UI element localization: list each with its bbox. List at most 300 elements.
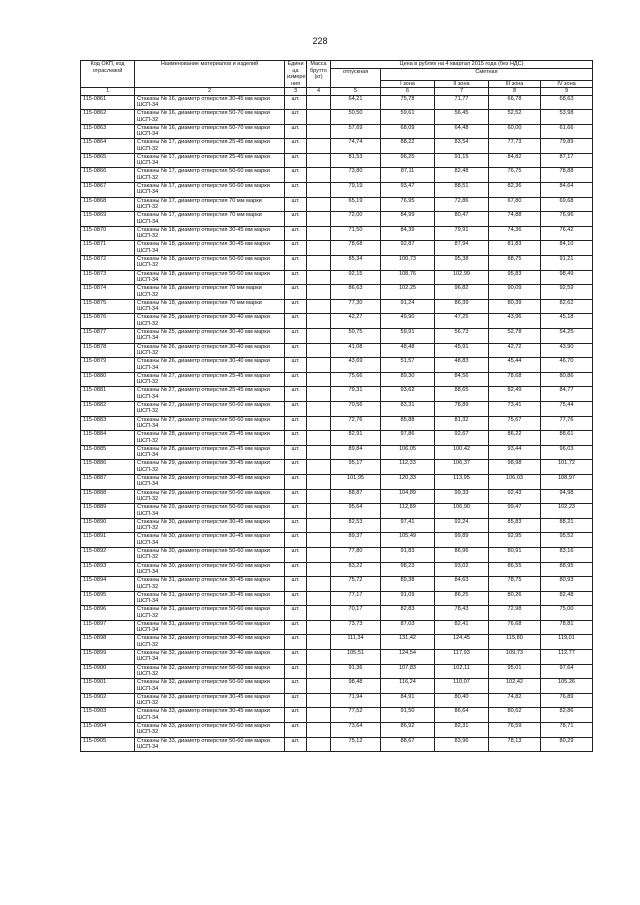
price-zone-3: 88,75 <box>489 256 541 271</box>
table-row <box>81 124 593 139</box>
item-code: 115-0881 <box>81 387 135 402</box>
item-mass <box>307 212 331 227</box>
price-zone-3: 78,68 <box>489 372 541 387</box>
price-zone-2: 86,64 <box>435 708 489 723</box>
price-release: 50,75 <box>331 329 381 344</box>
price-zone-2: 113,95 <box>435 474 489 489</box>
item-name: Стаканы № 17, диаметр отверстия 50-60 мм марки ШСП-34 <box>135 183 285 198</box>
price-zone-2: 102,99 <box>435 270 489 285</box>
item-mass <box>307 474 331 489</box>
price-zone-3: 74,82 <box>489 693 541 708</box>
price-zone-3: 95,83 <box>489 270 541 285</box>
item-code: 115-0885 <box>81 445 135 460</box>
price-zone-3: 74,36 <box>489 226 541 241</box>
item-unit: шт. <box>285 416 307 431</box>
item-mass <box>307 110 331 125</box>
price-zone-2: 78,43 <box>435 606 489 621</box>
item-name: Стаканы № 25, диаметр отверстия 30-40 мм марки ШСП-34 <box>135 329 285 344</box>
item-name: Стаканы № 27, диаметр отверстия 50-60 мм марки ШСП-34 <box>135 416 285 431</box>
price-zone-1: 98,23 <box>381 562 435 577</box>
item-name: Стаканы № 18, диаметр отверстия 30-45 мм марки ШСП-34 <box>135 241 285 256</box>
price-zone-1: 87,03 <box>381 620 435 635</box>
item-name: Стаканы № 16, диаметр отверстия 50-70 мм марки ШСП-34 <box>135 124 285 139</box>
price-zone-4: 76,42 <box>541 226 593 241</box>
price-release: 72,76 <box>331 416 381 431</box>
column-number: 1 <box>81 88 135 96</box>
item-unit: шт. <box>285 343 307 358</box>
item-name: Стаканы № 26, диаметр отверстия 30-40 мм марки ШСП-34 <box>135 358 285 373</box>
item-name: Стаканы № 31, диаметр отверстия 30-45 мм марки ШСП-34 <box>135 591 285 606</box>
item-unit: шт. <box>285 474 307 489</box>
price-zone-3: 95,01 <box>489 664 541 679</box>
price-release: 73,80 <box>331 168 381 183</box>
item-mass <box>307 401 331 416</box>
price-zone-4: 112,77 <box>541 650 593 665</box>
item-code: 115-0887 <box>81 474 135 489</box>
item-name: Стаканы № 18, диаметр отверстия 50-60 мм марки ШСП-34 <box>135 270 285 285</box>
item-code: 115-0892 <box>81 547 135 562</box>
item-mass <box>307 226 331 241</box>
price-release: 79,19 <box>331 183 381 198</box>
header-unit: Едини ца измере ния <box>285 61 307 88</box>
table-row <box>81 737 593 752</box>
price-release: 82,91 <box>331 431 381 446</box>
price-release: 98,48 <box>331 679 381 694</box>
item-unit: шт. <box>285 635 307 650</box>
table-row <box>81 95 593 110</box>
item-name: Стаканы № 16, диаметр отверстия 30-45 мм марки ШСП-34 <box>135 95 285 110</box>
price-release: 89,37 <box>331 533 381 548</box>
price-release: 73,73 <box>331 620 381 635</box>
item-name: Стаканы № 27, диаметр отверстия 25-45 мм марки ШСП-34 <box>135 387 285 402</box>
item-unit: шт. <box>285 679 307 694</box>
item-code: 115-0904 <box>81 723 135 738</box>
price-zone-4: 82,48 <box>541 591 593 606</box>
price-zone-1: 89,38 <box>381 577 435 592</box>
item-name: Стаканы № 17, диаметр отверстия 70 мм марки ШСП-34 <box>135 212 285 227</box>
item-mass <box>307 489 331 504</box>
price-zone-2: 86,25 <box>435 591 489 606</box>
item-unit: шт. <box>285 577 307 592</box>
item-code: 115-0891 <box>81 533 135 548</box>
price-zone-4: 102,23 <box>541 504 593 519</box>
item-unit: шт. <box>285 460 307 475</box>
price-zone-4: 87,17 <box>541 153 593 168</box>
price-zone-2: 99,89 <box>435 533 489 548</box>
price-zone-3: 86,22 <box>489 431 541 446</box>
price-release: 77,52 <box>331 708 381 723</box>
header-price-title: Цена в рублях на 4 квартал 2015 года (без НДС) <box>331 61 593 69</box>
price-zone-1: 76,95 <box>381 197 435 212</box>
price-zone-2: 72,86 <box>435 197 489 212</box>
price-zone-4: 82,62 <box>541 299 593 314</box>
item-unit: шт. <box>285 329 307 344</box>
price-zone-4: 61,66 <box>541 124 593 139</box>
price-zone-3: 86,55 <box>489 562 541 577</box>
price-zone-3: 92,43 <box>489 489 541 504</box>
item-unit: шт. <box>285 431 307 446</box>
item-name: Стаканы № 33, диаметр отверстия 30-45 мм марки ШСП-32 <box>135 693 285 708</box>
price-zone-2: 45,91 <box>435 343 489 358</box>
price-zone-4: 78,88 <box>541 168 593 183</box>
item-code: 115-0886 <box>81 460 135 475</box>
price-release: 105,51 <box>331 650 381 665</box>
column-number: 5 <box>331 88 381 96</box>
price-zone-4: 105,26 <box>541 679 593 694</box>
item-code: 115-0898 <box>81 635 135 650</box>
price-zone-1: 88,67 <box>381 737 435 752</box>
item-code: 115-0888 <box>81 489 135 504</box>
item-code: 115-0869 <box>81 212 135 227</box>
item-code: 115-0903 <box>81 708 135 723</box>
header-mass: Масса брутто (кг) <box>307 61 331 88</box>
price-zone-2: 56,45 <box>435 110 489 125</box>
item-code: 115-0868 <box>81 197 135 212</box>
price-zone-1: 97,86 <box>381 431 435 446</box>
item-code: 115-0897 <box>81 620 135 635</box>
item-name: Стаканы № 28, диаметр отверстия 25-45 мм марки ШСП-32 <box>135 431 285 446</box>
item-unit: шт. <box>285 241 307 256</box>
price-zone-1: 87,11 <box>381 168 435 183</box>
price-zone-1: 88,22 <box>381 139 435 154</box>
item-unit: шт. <box>285 708 307 723</box>
price-zone-1: 91,50 <box>381 708 435 723</box>
price-zone-4: 88,21 <box>541 518 593 533</box>
item-unit: шт. <box>285 693 307 708</box>
item-name: Стаканы № 26, диаметр отверстия 30-40 мм марки ШСП-32 <box>135 343 285 358</box>
price-zone-1: 100,73 <box>381 256 435 271</box>
item-name: Стаканы № 29, диаметр отверстия 50-60 мм марки ШСП-32 <box>135 489 285 504</box>
price-zone-2: 88,51 <box>435 183 489 198</box>
item-code: 115-0901 <box>81 679 135 694</box>
price-zone-3: 80,39 <box>489 299 541 314</box>
price-zone-2: 106,37 <box>435 460 489 475</box>
price-release: 71,50 <box>331 226 381 241</box>
item-name: Стаканы № 29, диаметр отверстия 30-45 мм марки ШСП-32 <box>135 460 285 475</box>
price-zone-1: 91,83 <box>381 547 435 562</box>
table-row <box>81 285 593 300</box>
price-release: 101,95 <box>331 474 381 489</box>
price-zone-4: 94,98 <box>541 489 593 504</box>
item-mass <box>307 285 331 300</box>
table-row <box>81 591 593 606</box>
price-zone-2: 92,67 <box>435 431 489 446</box>
item-mass <box>307 139 331 154</box>
price-zone-4: 76,89 <box>541 693 593 708</box>
item-mass <box>307 460 331 475</box>
item-unit: шт. <box>285 489 307 504</box>
item-name: Стаканы № 33, диаметр отверстия 30-45 мм марки ШСП-34 <box>135 708 285 723</box>
table-row <box>81 562 593 577</box>
price-zone-2: 93,02 <box>435 562 489 577</box>
item-code: 115-0894 <box>81 577 135 592</box>
item-code: 115-0879 <box>81 358 135 373</box>
price-zone-2: 110,07 <box>435 679 489 694</box>
table-row <box>81 533 593 548</box>
item-name: Стаканы № 31, диаметр отверстия 50-60 мм марки ШСП-32 <box>135 606 285 621</box>
table-row <box>81 270 593 285</box>
price-zone-1: 91,09 <box>381 591 435 606</box>
price-zone-1: 116,24 <box>381 679 435 694</box>
price-zone-4: 45,18 <box>541 314 593 329</box>
price-release: 95,64 <box>331 504 381 519</box>
price-zone-2: 100,42 <box>435 445 489 460</box>
item-name: Стаканы № 30, диаметр отверстия 30-45 мм марки ШСП-34 <box>135 533 285 548</box>
item-mass <box>307 650 331 665</box>
price-zone-3: 81,83 <box>489 241 541 256</box>
price-zone-4: 80,29 <box>541 737 593 752</box>
item-mass <box>307 723 331 738</box>
price-zone-3: 74,88 <box>489 212 541 227</box>
price-release: 77,17 <box>331 591 381 606</box>
price-zone-2: 86,96 <box>435 547 489 562</box>
price-release: 50,50 <box>331 110 381 125</box>
item-unit: шт. <box>285 518 307 533</box>
column-number-row <box>81 88 593 96</box>
item-unit: шт. <box>285 256 307 271</box>
column-number: 9 <box>541 88 593 96</box>
price-zone-2: 84,63 <box>435 577 489 592</box>
price-zone-4: 69,68 <box>541 197 593 212</box>
item-code: 115-0893 <box>81 562 135 577</box>
price-zone-1: 108,76 <box>381 270 435 285</box>
item-code: 115-0905 <box>81 737 135 752</box>
price-release: 75,66 <box>331 372 381 387</box>
price-zone-1: 84,99 <box>381 212 435 227</box>
item-name: Стаканы № 28, диаметр отверстия 25-45 мм марки ШСП-34 <box>135 445 285 460</box>
item-mass <box>307 577 331 592</box>
price-zone-3: 52,52 <box>489 110 541 125</box>
price-zone-2: 124,45 <box>435 635 489 650</box>
table-row <box>81 577 593 592</box>
table-row <box>81 460 593 475</box>
price-zone-3: 85,83 <box>489 518 541 533</box>
price-zone-1: 84,39 <box>381 226 435 241</box>
price-zone-1: 131,42 <box>381 635 435 650</box>
item-name: Стаканы № 29, диаметр отверстия 30-45 мм марки ШСП-34 <box>135 474 285 489</box>
header-estimate-price: Сметная <box>381 68 593 80</box>
price-zone-3: 109,73 <box>489 650 541 665</box>
item-code: 115-0873 <box>81 270 135 285</box>
price-zone-2: 117,93 <box>435 650 489 665</box>
price-zone-4: 78,71 <box>541 723 593 738</box>
price-zone-3: 75,67 <box>489 416 541 431</box>
price-zone-3: 82,49 <box>489 387 541 402</box>
item-code: 115-0895 <box>81 591 135 606</box>
item-unit: шт. <box>285 737 307 752</box>
price-zone-4: 84,77 <box>541 387 593 402</box>
price-release: 65,19 <box>331 197 381 212</box>
header-release-price: отпускная <box>331 68 381 88</box>
price-zone-3: 102,42 <box>489 679 541 694</box>
price-release: 82,53 <box>331 518 381 533</box>
item-code: 115-0902 <box>81 693 135 708</box>
price-zone-3: 80,26 <box>489 591 541 606</box>
item-mass <box>307 606 331 621</box>
item-name: Стаканы № 31, диаметр отверстия 30-45 мм марки ШСП-32 <box>135 577 285 592</box>
item-code: 115-0872 <box>81 256 135 271</box>
item-code: 115-0890 <box>81 518 135 533</box>
table-row <box>81 708 593 723</box>
table-body <box>81 95 593 752</box>
table-row <box>81 256 593 271</box>
price-zone-3: 43,96 <box>489 314 541 329</box>
item-mass <box>307 197 331 212</box>
item-code: 115-0861 <box>81 95 135 110</box>
price-zone-1: 86,92 <box>381 723 435 738</box>
item-name: Стаканы № 27, диаметр отверстия 50-60 мм марки ШСП-32 <box>135 401 285 416</box>
price-zone-4: 97,64 <box>541 664 593 679</box>
item-code: 115-0867 <box>81 183 135 198</box>
table-row <box>81 723 593 738</box>
price-zone-4: 78,81 <box>541 620 593 635</box>
price-zone-2: 83,54 <box>435 139 489 154</box>
item-name: Стаканы № 17, диаметр отверстия 25-45 мм марки ШСП-34 <box>135 153 285 168</box>
price-release: 43,69 <box>331 358 381 373</box>
item-unit: шт. <box>285 547 307 562</box>
price-zone-1: 85,88 <box>381 416 435 431</box>
price-zone-3: 73,41 <box>489 401 541 416</box>
price-zone-1: 102,25 <box>381 285 435 300</box>
item-name: Стаканы № 18, диаметр отверстия 30-45 мм марки ШСП-32 <box>135 226 285 241</box>
item-code: 115-0878 <box>81 343 135 358</box>
item-mass <box>307 708 331 723</box>
item-unit: шт. <box>285 606 307 621</box>
item-unit: шт. <box>285 183 307 198</box>
price-release: 57,69 <box>331 124 381 139</box>
price-release: 77,80 <box>331 547 381 562</box>
price-zone-1: 107,83 <box>381 664 435 679</box>
table-row <box>81 226 593 241</box>
item-unit: шт. <box>285 650 307 665</box>
price-zone-4: 88,61 <box>541 431 593 446</box>
price-zone-3: 60,00 <box>489 124 541 139</box>
item-mass <box>307 372 331 387</box>
price-zone-2: 99,33 <box>435 489 489 504</box>
table-row <box>81 445 593 460</box>
price-zone-2: 86,39 <box>435 299 489 314</box>
price-zone-1: 51,57 <box>381 358 435 373</box>
price-release: 83,22 <box>331 562 381 577</box>
item-mass <box>307 314 331 329</box>
price-zone-4: 53,98 <box>541 110 593 125</box>
price-zone-2: 71,77 <box>435 95 489 110</box>
item-code: 115-0866 <box>81 168 135 183</box>
item-mass <box>307 431 331 446</box>
price-zone-3: 90,09 <box>489 285 541 300</box>
price-release: 95,17 <box>331 460 381 475</box>
price-zone-4: 75,44 <box>541 401 593 416</box>
price-zone-1: 91,24 <box>381 299 435 314</box>
price-zone-1: 82,83 <box>381 606 435 621</box>
price-zone-4: 77,76 <box>541 416 593 431</box>
price-zone-1: 59,61 <box>381 110 435 125</box>
item-mass <box>307 387 331 402</box>
table-row <box>81 606 593 621</box>
item-code: 115-0862 <box>81 110 135 125</box>
item-mass <box>307 445 331 460</box>
price-zone-1: 112,89 <box>381 504 435 519</box>
item-unit: шт. <box>285 153 307 168</box>
item-unit: шт. <box>285 270 307 285</box>
table-row <box>81 416 593 431</box>
item-mass <box>307 343 331 358</box>
price-zone-2: 80,40 <box>435 693 489 708</box>
item-mass <box>307 635 331 650</box>
table-row <box>81 197 593 212</box>
item-mass <box>307 562 331 577</box>
price-zone-2: 47,25 <box>435 314 489 329</box>
item-name: Стаканы № 16, диаметр отверстия 50-70 мм марки ШСП-32 <box>135 110 285 125</box>
table-row <box>81 329 593 344</box>
item-unit: шт. <box>285 95 307 110</box>
price-release: 72,00 <box>331 212 381 227</box>
item-unit: шт. <box>285 562 307 577</box>
item-mass <box>307 737 331 752</box>
item-unit: шт. <box>285 124 307 139</box>
price-zone-4: 84,64 <box>541 183 593 198</box>
table-row <box>81 183 593 198</box>
price-release: 85,34 <box>331 256 381 271</box>
item-code: 115-0900 <box>81 664 135 679</box>
price-zone-2: 82,48 <box>435 168 489 183</box>
item-unit: шт. <box>285 139 307 154</box>
price-zone-2: 80,47 <box>435 212 489 227</box>
price-zone-1: 68,09 <box>381 124 435 139</box>
table-row <box>81 474 593 489</box>
item-name: Стаканы № 17, диаметр отверстия 50-60 мм марки ШСП-32 <box>135 168 285 183</box>
price-zone-1: 59,91 <box>381 329 435 344</box>
item-name: Стаканы № 25, диаметр отверстия 30-40 мм марки ШСП-32 <box>135 314 285 329</box>
table-row <box>81 299 593 314</box>
price-zone-4: 98,49 <box>541 270 593 285</box>
price-zone-4: 43,90 <box>541 343 593 358</box>
item-name: Стаканы № 17, диаметр отверстия 25-45 мм марки ШСП-32 <box>135 139 285 154</box>
table-row <box>81 620 593 635</box>
price-zone-4: 92,59 <box>541 285 593 300</box>
price-zone-3: 78,13 <box>489 737 541 752</box>
item-code: 115-0883 <box>81 416 135 431</box>
item-unit: шт. <box>285 168 307 183</box>
item-code: 115-0889 <box>81 504 135 519</box>
header-zone-2: II зона <box>435 80 489 88</box>
item-unit: шт. <box>285 212 307 227</box>
item-name: Стаканы № 33, диаметр отверстия 50-60 мм марки ШСП-32 <box>135 723 285 738</box>
item-mass <box>307 693 331 708</box>
price-zone-3: 45,44 <box>489 358 541 373</box>
table-row <box>81 504 593 519</box>
table-row <box>81 693 593 708</box>
item-name: Стаканы № 31, диаметр отверстия 50-60 мм марки ШСП-34 <box>135 620 285 635</box>
item-code: 115-0899 <box>81 650 135 665</box>
item-unit: шт. <box>285 504 307 519</box>
item-unit: шт. <box>285 110 307 125</box>
item-code: 115-0877 <box>81 329 135 344</box>
price-zone-2: 106,90 <box>435 504 489 519</box>
price-zone-1: 92,87 <box>381 241 435 256</box>
price-release: 74,74 <box>331 139 381 154</box>
table-row <box>81 110 593 125</box>
price-zone-1: 97,41 <box>381 518 435 533</box>
price-zone-2: 84,56 <box>435 372 489 387</box>
table-row <box>81 635 593 650</box>
header-name: Наименование материалов и изделий <box>135 61 285 88</box>
column-number: 3 <box>285 88 307 96</box>
item-mass <box>307 416 331 431</box>
price-zone-1: 96,25 <box>381 153 435 168</box>
price-zone-4: 75,00 <box>541 606 593 621</box>
price-zone-1: 48,48 <box>381 343 435 358</box>
